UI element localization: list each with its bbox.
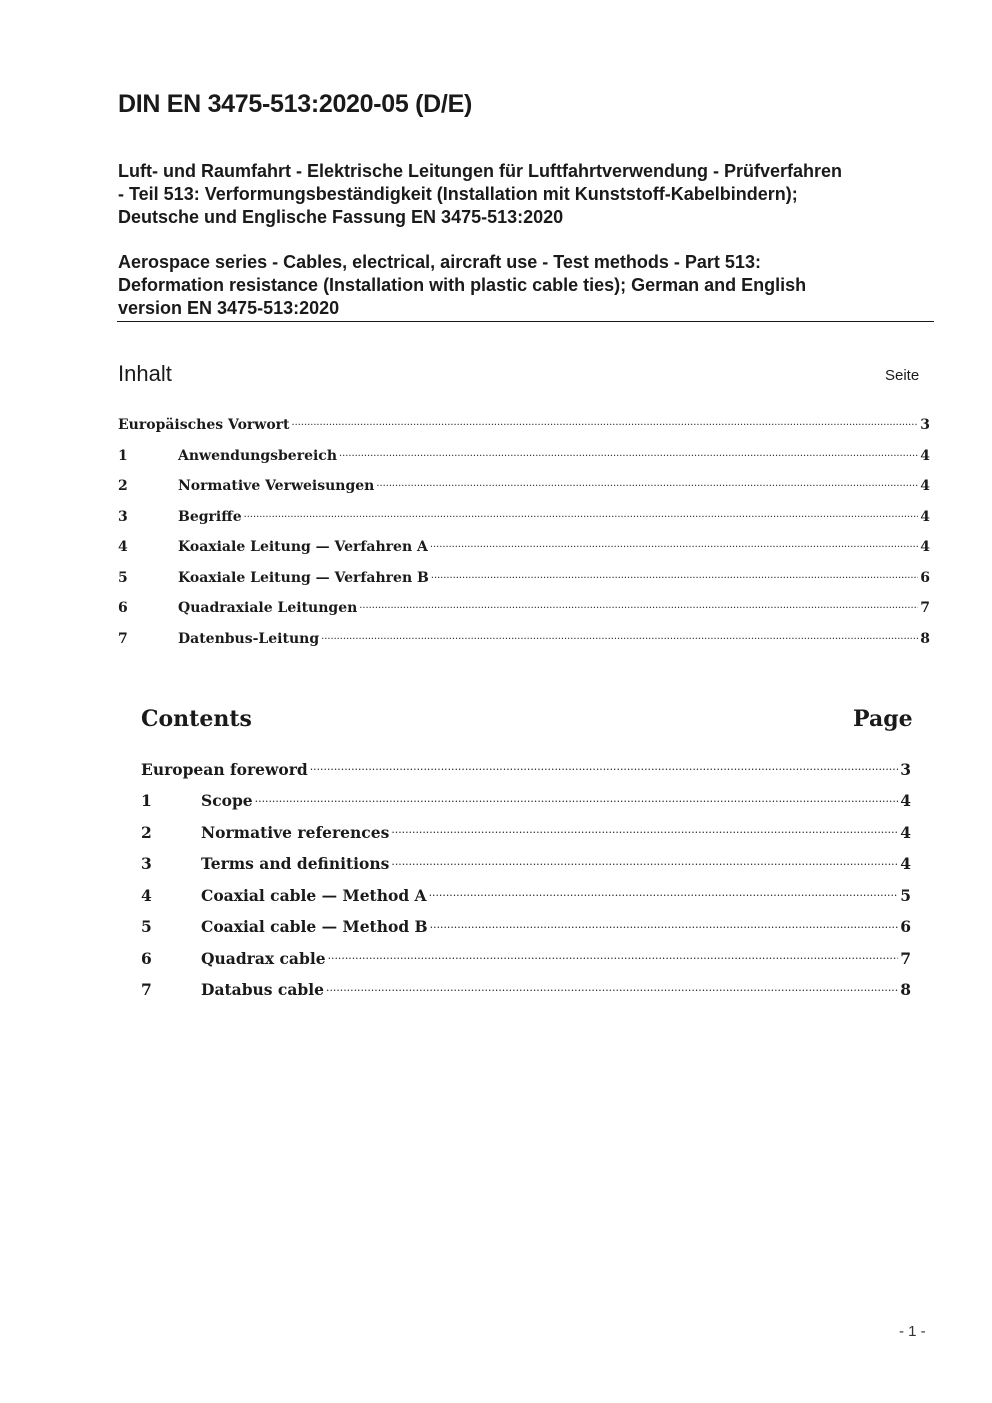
document-title: DIN EN 3475-513:2020-05 (D/E): [118, 90, 472, 118]
toc-leader-dots: [359, 598, 918, 612]
toc-en-number: 7: [141, 980, 152, 999]
toc-en-entry[interactable]: [141, 917, 911, 949]
toc-en-heading: Contents: [141, 706, 252, 732]
title-english-line: Deformation resistance (Installation with plastic cable ties); German and English: [118, 275, 807, 295]
toc-de-page: 3: [920, 417, 930, 433]
toc-en-number: 3: [141, 854, 152, 873]
toc-de-page: 4: [920, 539, 930, 555]
toc-en-label: Databus cable: [201, 980, 324, 999]
toc-en-label: Terms and definitions: [201, 854, 390, 873]
toc-en-number: 2: [141, 822, 152, 842]
title-german-line: - Teil 513: Verformungsbeständigkeit (Installation mit Kunststoff-Kabelbindern);: [118, 184, 798, 204]
toc-de-label: Begriffe: [178, 508, 242, 525]
toc-de-label: Europäisches Vorwort: [118, 417, 290, 433]
title-english: [118, 251, 938, 320]
toc-de-label: Koaxiale Leitung — Verfahren A: [178, 539, 428, 555]
toc-en-page: 4: [900, 822, 911, 842]
title-english-line: Aerospace series - Cables, electrical, aircraft use - Test methods - Part 513:: [118, 252, 761, 272]
toc-en-label: Quadrax cable: [201, 948, 326, 968]
toc-en-entry[interactable]: [141, 854, 911, 886]
toc-en-page: 4: [900, 854, 911, 873]
toc-de-label: Quadraxiale Leitungen: [178, 600, 358, 616]
toc-leader-dots: [431, 568, 918, 582]
toc-de-entry[interactable]: [118, 415, 930, 446]
toc-en-entry[interactable]: [141, 885, 911, 917]
toc-en-page: 4: [900, 791, 911, 810]
toc-de-number: 1: [118, 447, 128, 464]
toc-de-label: Koaxiale Leitung — Verfahren B: [178, 569, 429, 586]
toc-german: [118, 415, 930, 659]
toc-en-page: 3: [900, 759, 911, 779]
toc-leader-dots: [244, 507, 919, 521]
toc-de-entry[interactable]: [118, 507, 930, 538]
toc-de-entry[interactable]: [118, 629, 930, 660]
toc-de-number: 2: [118, 478, 128, 494]
toc-en-label: Scope: [201, 791, 253, 810]
title-german-line: Luft- und Raumfahrt - Elektrische Leitungen für Luftfahrtverwendung - Prüfverfahren: [118, 161, 843, 181]
toc-de-number: 3: [118, 508, 128, 525]
toc-en-entry[interactable]: [141, 948, 911, 980]
toc-leader-dots: [430, 917, 899, 933]
toc-en-entry[interactable]: [141, 822, 911, 854]
toc-en-number: 5: [141, 917, 152, 936]
toc-en-page: 8: [900, 980, 911, 999]
toc-de-page: 4: [920, 447, 930, 464]
page-number: - 1 -: [899, 1323, 926, 1340]
title-german-line: Deutsche und Englische Fassung EN 3475-513:2020: [118, 207, 564, 227]
toc-de-page: 4: [920, 478, 930, 494]
toc-en-label: Coaxial cable — Method B: [201, 917, 428, 936]
toc-de-number: 4: [118, 539, 128, 555]
toc-leader-dots: [328, 948, 899, 964]
toc-de-label: Normative Verweisungen: [178, 478, 375, 494]
toc-de-number: 5: [118, 569, 128, 586]
toc-leader-dots: [391, 822, 898, 838]
toc-de-entry[interactable]: [118, 598, 930, 629]
toc-en-page-heading: Page: [853, 706, 913, 732]
toc-de-page: 8: [920, 630, 930, 647]
toc-en-entry[interactable]: [141, 759, 911, 791]
toc-de-page-heading: Seite: [885, 367, 920, 384]
toc-leader-dots: [391, 854, 898, 870]
toc-english: [141, 759, 911, 1011]
toc-de-label: Datenbus-Leitung: [178, 630, 320, 647]
toc-de-page: 4: [920, 508, 930, 525]
toc-de-entry[interactable]: [118, 446, 930, 477]
toc-leader-dots: [255, 791, 899, 807]
toc-leader-dots: [310, 759, 898, 775]
toc-de-page: 7: [920, 600, 930, 616]
toc-leader-dots: [321, 629, 918, 643]
toc-de-label: Anwendungsbereich: [178, 447, 337, 464]
toc-en-number: 4: [141, 885, 152, 905]
toc-leader-dots: [376, 476, 918, 490]
toc-de-heading: Inhalt: [118, 361, 172, 386]
toc-en-number: 6: [141, 948, 152, 968]
toc-de-number: 6: [118, 600, 128, 616]
toc-de-number: 7: [118, 630, 128, 647]
toc-en-entry[interactable]: [141, 980, 911, 1012]
toc-leader-dots: [292, 415, 919, 429]
title-divider: [117, 321, 934, 322]
toc-en-entry[interactable]: [141, 791, 911, 823]
toc-leader-dots: [326, 980, 898, 996]
toc-de-entry[interactable]: [118, 476, 930, 507]
toc-en-page: 6: [900, 917, 911, 936]
toc-de-entry[interactable]: [118, 568, 930, 599]
toc-de-entry[interactable]: [118, 537, 930, 568]
title-english-line: version EN 3475-513:2020: [118, 298, 340, 318]
toc-leader-dots: [429, 885, 899, 901]
toc-en-label: Normative references: [201, 822, 390, 842]
toc-en-page: 7: [900, 948, 911, 968]
toc-de-page: 6: [920, 569, 930, 586]
toc-leader-dots: [430, 537, 918, 551]
toc-en-page: 5: [900, 885, 911, 905]
toc-en-label: Coaxial cable — Method A: [201, 885, 427, 905]
toc-en-number: 1: [141, 791, 152, 810]
toc-leader-dots: [339, 446, 918, 460]
title-german: [118, 160, 938, 229]
toc-en-label: European foreword: [141, 759, 308, 779]
